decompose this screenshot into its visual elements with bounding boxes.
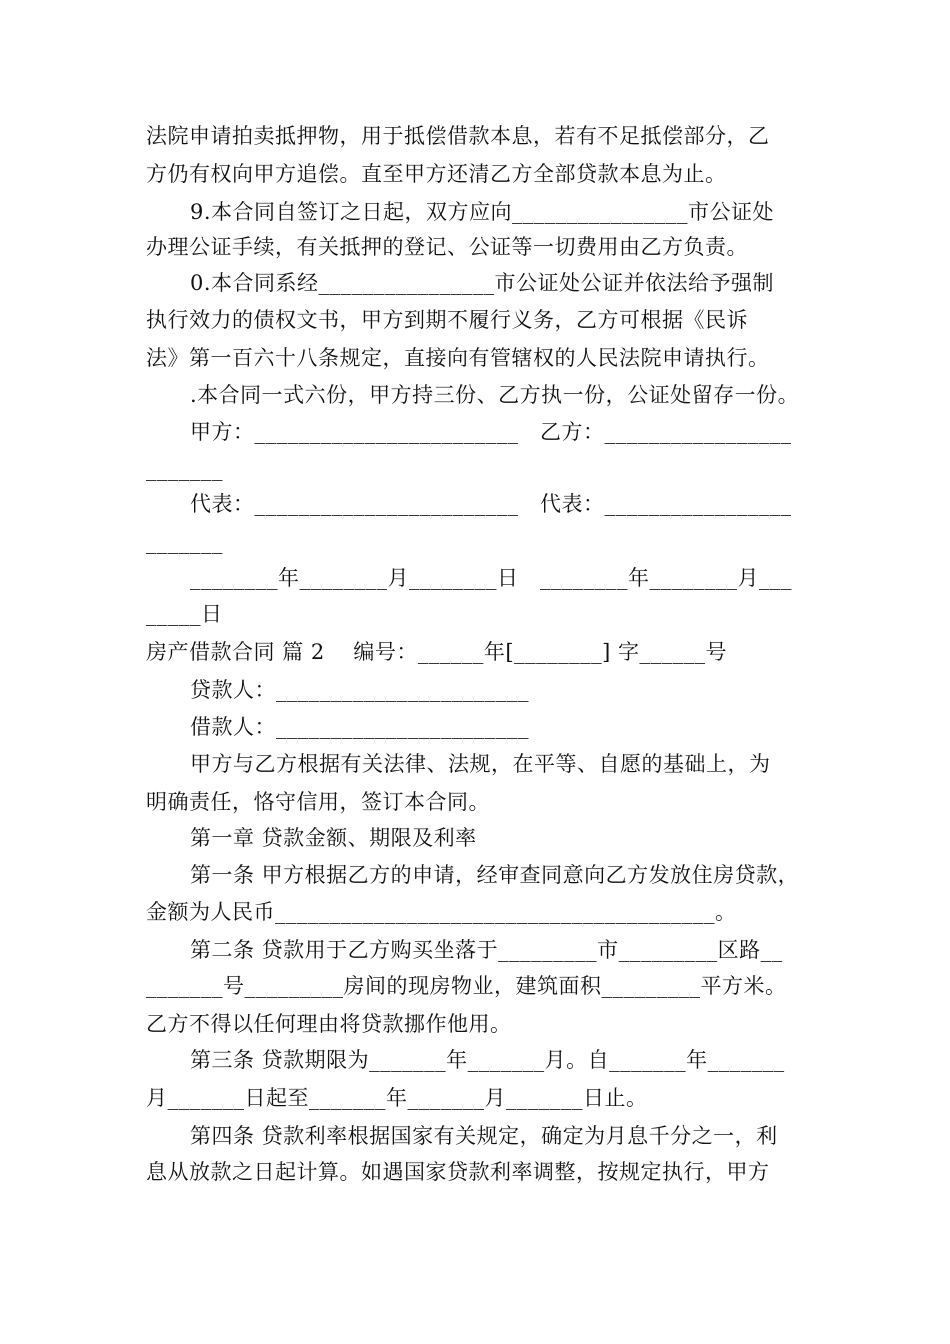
text-line: 法》第一百六十八条规定，直接向有管辖权的人民法院申请执行。 xyxy=(146,346,770,370)
text-line: _______号_________房间的现房物业，建筑面积_________平方米。 xyxy=(146,974,787,998)
text-line: 明确责任，恪守信用，签订本合同。 xyxy=(146,790,490,814)
text-line: 第一条 甲方根据乙方的申请，经审查同意向乙方发放住房贷款， xyxy=(190,863,800,887)
date-line: ________年________月________日 ________年________月___ xyxy=(190,566,793,590)
text-line: 月_______日起至_______年_______月_______日止。 xyxy=(146,1086,648,1110)
text-line: 办理公证手续，有关抵押的登记、公证等一切费用由乙方负责。 xyxy=(146,235,748,259)
lender-field: 贷款人：_______________________ xyxy=(190,678,529,702)
signature-line-party: 甲方：________________________ 乙方：_________________ xyxy=(190,420,792,444)
text-line: _____日 xyxy=(146,602,223,626)
signature-line-representative: 代表：________________________ 代表：_________________ xyxy=(190,492,792,516)
text-line: 方仍有权向甲方追偿。直至甲方还清乙方全部贷款本息为止。 xyxy=(146,162,727,186)
text-line: 执行效力的债权文书，甲方到期不履行义务，乙方可根据《民诉 xyxy=(146,308,748,332)
text-line: 法院申请拍卖抵押物，用于抵偿借款本息，若有不足抵偿部分，乙 xyxy=(146,124,770,148)
borrower-field: 借款人：_______________________ xyxy=(190,715,529,739)
text-line: 第二条 贷款用于乙方购买坐落于_________市_________区路__ xyxy=(190,938,783,962)
text-line: .本合同一式六份，甲方持三份、乙方执一份，公证处留存一份。 xyxy=(190,383,800,407)
chapter-title: 第一章 贷款金额、期限及利率 xyxy=(190,826,477,850)
text-line: 0.本合同系经________________市公证处公证并依法给予强制 xyxy=(190,271,775,295)
text-line: 甲方与乙方根据有关法律、法规，在平等、自愿的基础上，为 xyxy=(190,752,771,776)
text-line: 息从放款之日起计算。如遇国家贷款利率调整，按规定执行，甲方 xyxy=(146,1160,770,1184)
text-line: _______ xyxy=(146,457,223,481)
text-line: 金额为人民币________________________________________。 xyxy=(146,900,737,924)
text-line: 第四条 贷款利率根据国家有关规定，确定为月息千分之一，利 xyxy=(190,1124,778,1148)
contract-heading: 房产借款合同 篇 2 编号：______年[________] 字______号 xyxy=(146,640,727,664)
text-line: 乙方不得以任何理由将贷款挪作他用。 xyxy=(146,1012,512,1036)
text-line: _______ xyxy=(146,530,223,554)
text-line: 第三条 贷款期限为_______年_______月。自_______年_______ xyxy=(190,1048,785,1072)
text-line: 9.本合同自签订之日起，双方应向________________市公证处 xyxy=(190,200,775,224)
